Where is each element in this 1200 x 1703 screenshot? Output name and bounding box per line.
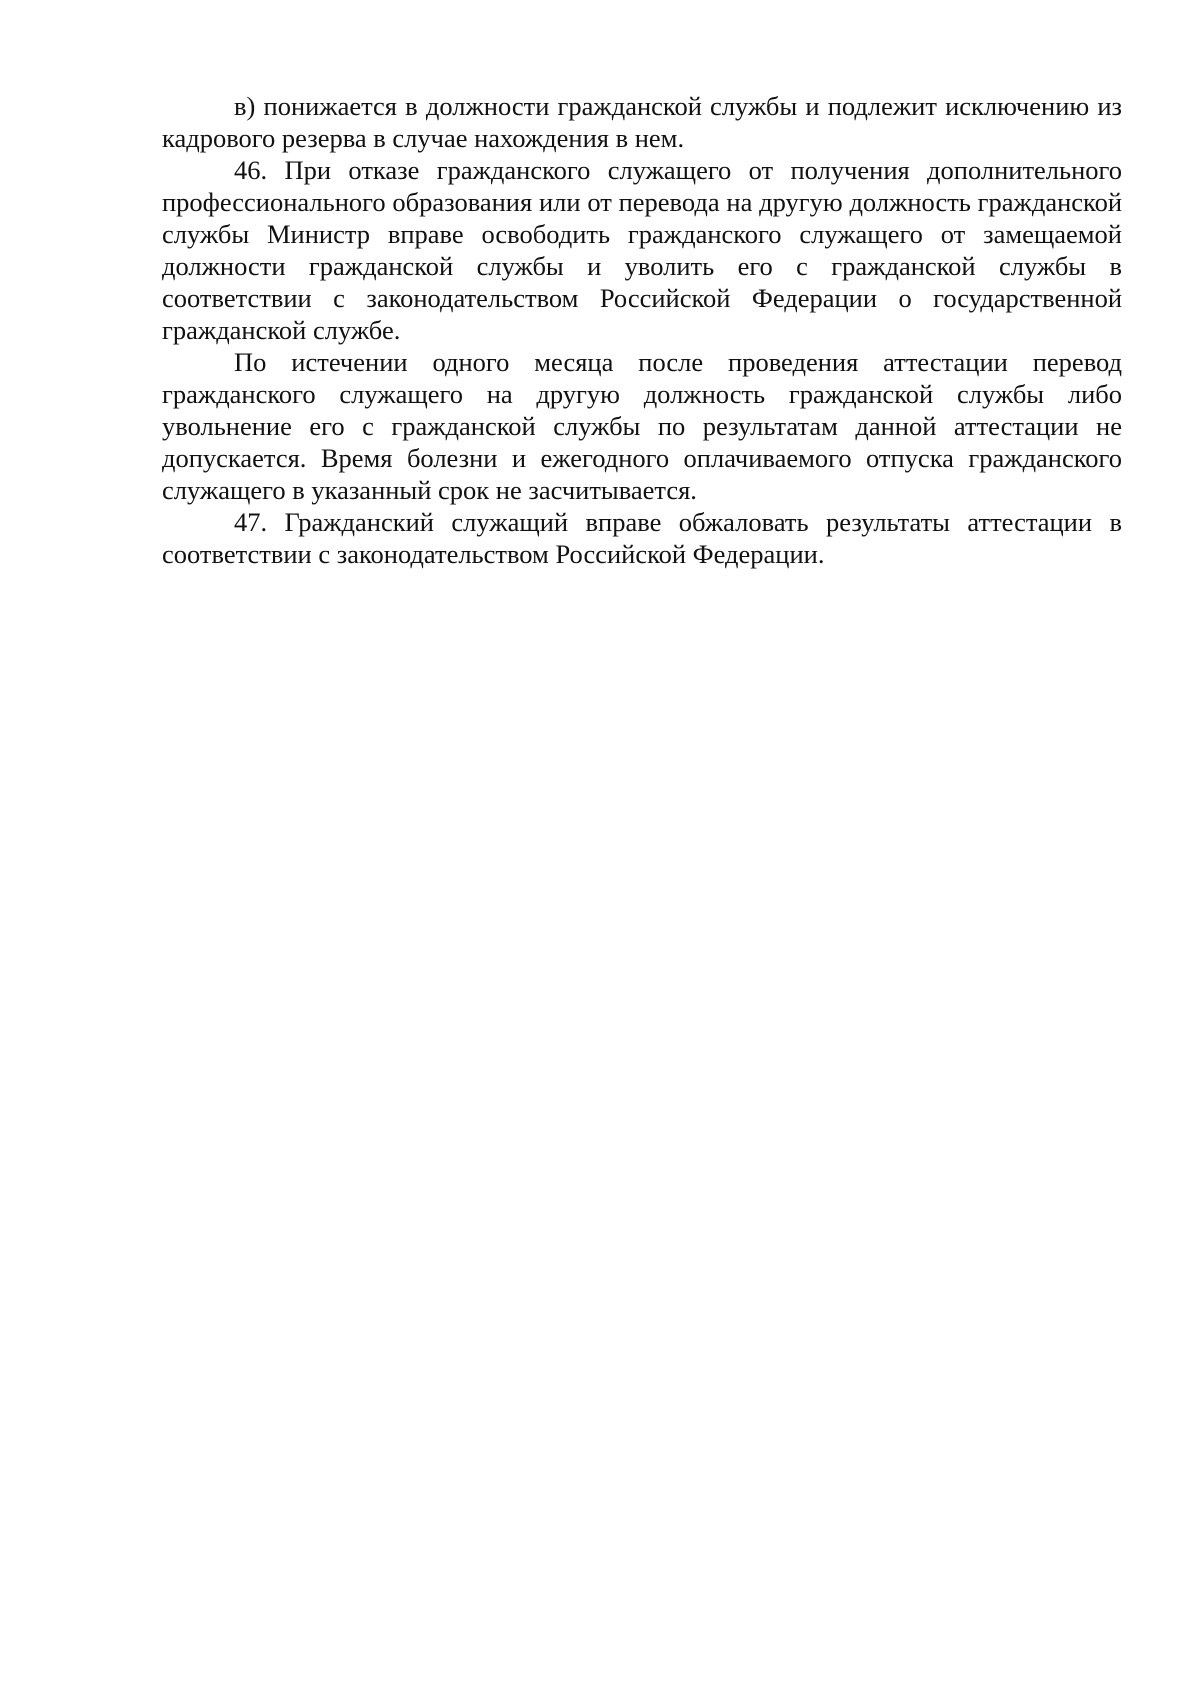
paragraph-46: 46. При отказе гражданского служащего от получения дополнительного профессионального образования или от перевода на другую должность гражданской службы Министр вправе освободить гражданского служащего от замещаемой должности гражданской службы и уволить его с гражданской службы в соответствии с законодательством Российской Федерации о государственной гражданской службе. <box>162 155 1122 345</box>
paragraph-subitem-v: в) понижается в должности гражданской службы и подлежит исключению из кадрового резерва в случае нахождения в нем. <box>162 91 1122 153</box>
document-body <box>162 90 1122 570</box>
paragraph-transfer-deadline: По истечении одного месяца после проведения аттестации перевод гражданского служащего на другую должность гражданской службы либо увольнение его с гражданской службы по результатам данной аттестации не допускается. Время болезни и ежегодного оплачиваемого отпуска гражданского служащего в указанный срок не засчитывается. <box>162 347 1122 505</box>
paragraph-47: 47. Гражданский служащий вправе обжаловать результаты аттестации в соответствии с законодательством Российской Федерации. <box>162 507 1122 569</box>
